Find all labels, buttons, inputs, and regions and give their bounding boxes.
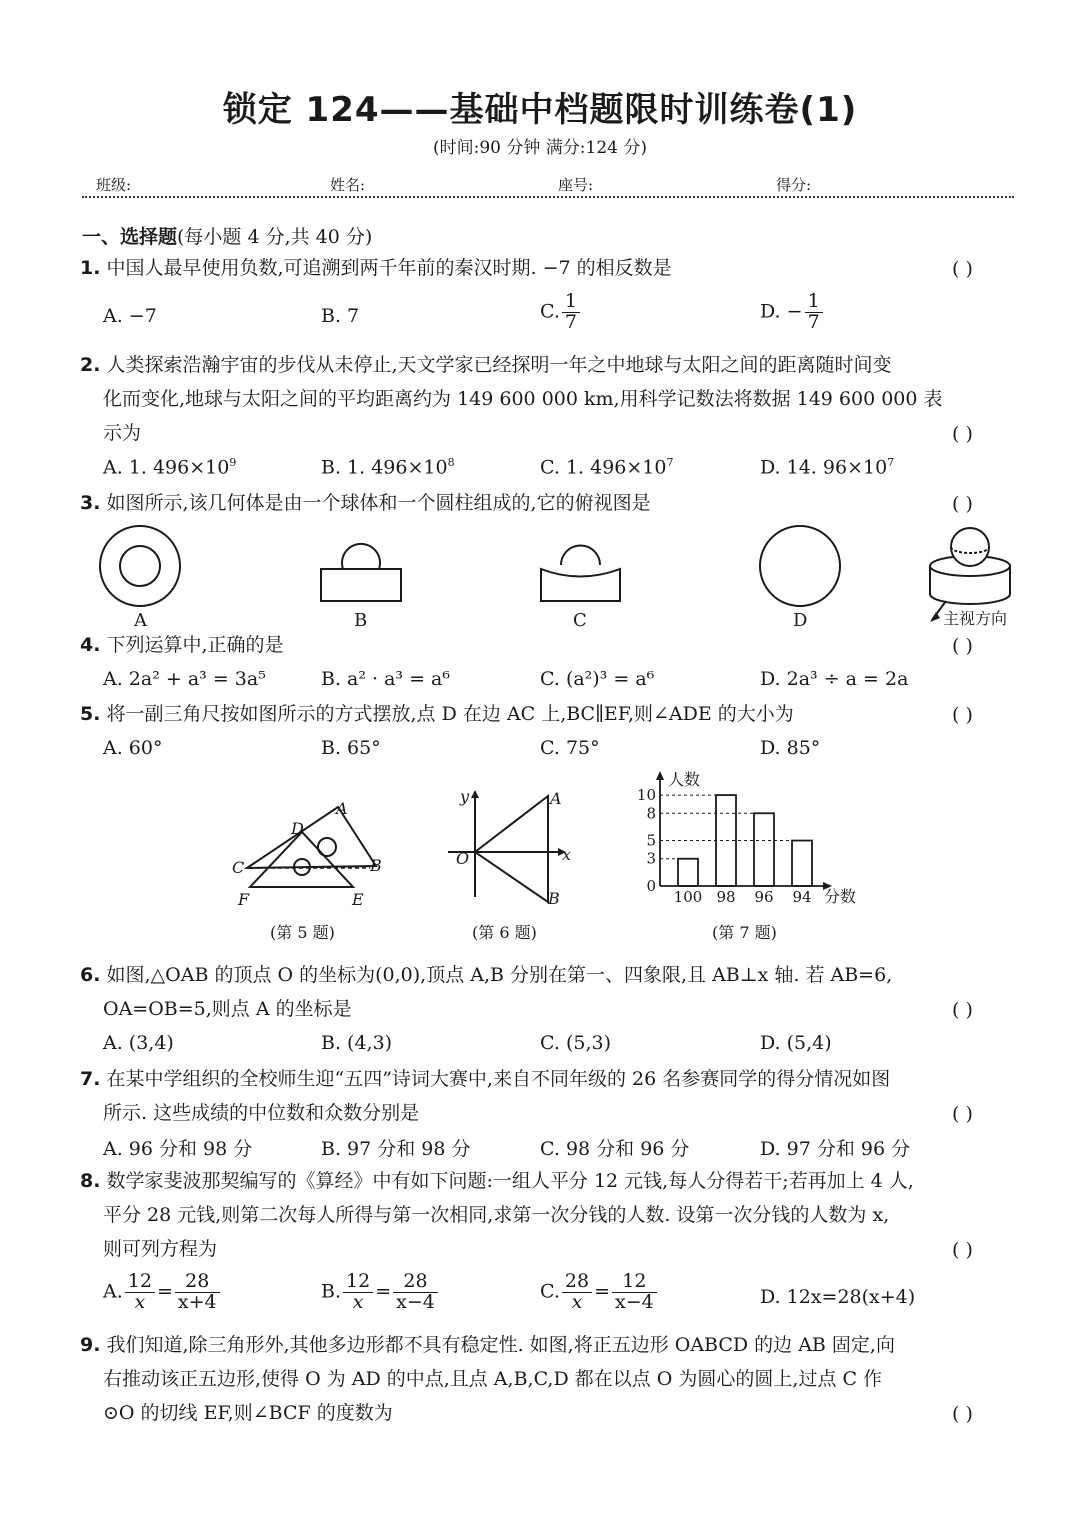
q2-option-c: C. 1. $496\times 10^7$ (540, 456, 674, 479)
question-8-line-3: 则可列方程为 (103, 1238, 218, 1260)
x-tick-label-94: 94 (792, 888, 812, 906)
question-7-line-2: 所示. 这些成绩的中位数和众数分别是 (103, 1102, 420, 1124)
question-2: 2. 人类探索浩瀚宇宙的步伐从未停止,天文学家已经探明一年之中地球与太阳之间的距离随时间变 (80, 354, 892, 376)
q3-option-b-figure (321, 544, 401, 601)
question-1: 1. 中国人最早使用负数,可追溯到两千年前的秦汉时期. −7 的相反数是 (80, 257, 672, 279)
q3-label-c: C (573, 610, 587, 631)
q2-option-d: D. 14. $96\times 10^7$ (760, 456, 895, 479)
answer-paren-6: ( ) (952, 999, 973, 1021)
fig6-label-a: A (550, 789, 562, 808)
seat-field-label: 座号: (558, 176, 594, 194)
exam-subtitle: (时间:90 分钟 满分:124 分) (432, 138, 647, 158)
q7-option-c: C. 98 分和 96 分 (540, 1138, 690, 1160)
q1-option-b: B. 7 (321, 305, 360, 327)
y-tick-label: 0 (646, 877, 656, 895)
fig5-triangle-abc (247, 807, 376, 868)
answer-paren-3: ( ) (952, 493, 973, 515)
name-field-label: 姓名: (330, 176, 366, 194)
x-tick-label-100: 100 (673, 888, 703, 906)
question-9: 9. 我们知道,除三角形外,其他多边形都不具有稳定性. 如图,将正五边形 OABCD 的边 AB 固定,向 (80, 1334, 895, 1356)
q3-solid-figure (930, 528, 1010, 620)
y-tick-label: 3 (646, 849, 656, 868)
question-9-line-2: 右推动该正五边形,使得 O 为 AD 的中点,且点 A,B,C,D 都在以点 O 为圆心的圆上,过点 C 作 (103, 1368, 883, 1390)
figure-6 (440, 782, 590, 912)
figure-5-caption: (第 5 题) (270, 923, 335, 942)
answer-paren-5: ( ) (952, 704, 973, 726)
q4-option-a: A. 2a² + a³ = 3a⁵ (103, 668, 266, 690)
section-heading: 一、选择题(每小题 4 分,共 40 分) (82, 226, 373, 248)
question-4: 4. 下列运算中,正确的是 (80, 634, 284, 656)
bar-96 (754, 813, 774, 886)
q5-option-c: C. 75° (540, 737, 600, 759)
question-5: 5. 将一副三角尺按如图所示的方式摆放,点 D 在边 AC 上,BC∥EF,则∠ADE 的大小为 (80, 703, 794, 725)
q6-option-a: A. (3,4) (103, 1032, 174, 1054)
fig6-label-o: O (456, 849, 470, 868)
question-8-line-2: 平分 28 元钱,则第二次每人所得与第一次相同,求第一次分钱的人数. 设第一次分钱的人数为 x, (103, 1204, 890, 1226)
fig5-label-e: E (352, 890, 364, 909)
q8-option-c: C. $\frac{28}{x}$ = $\frac{12}{x-4}$ (540, 1272, 659, 1313)
class-field-label: 班级: (96, 176, 132, 194)
figure-7-caption: (第 7 题) (712, 923, 777, 942)
fig5-label-d: D (291, 819, 304, 838)
figure-5 (220, 790, 400, 920)
figure-6-caption: (第 6 题) (472, 923, 537, 942)
fig5-label-c: C (232, 858, 245, 877)
answer-paren-2: ( ) (952, 423, 973, 445)
fig5-label-f: F (238, 890, 250, 909)
question-6: 6. 如图,△OAB 的顶点 O 的坐标为(0,0),顶点 A,B 分别在第一、四象限,且 AB⊥x 轴. 若 AB=6, (80, 964, 893, 986)
q4-option-b: B. a² · a³ = a⁶ (321, 668, 450, 690)
fig6-triangle-oab (475, 796, 548, 902)
question-2-line-3: 示为 (103, 422, 142, 444)
bar-94 (792, 841, 812, 886)
q7-option-a: A. 96 分和 98 分 (103, 1138, 253, 1160)
score-field-label: 得分: (776, 176, 812, 194)
y-tick-label: 5 (646, 831, 656, 850)
answer-paren-1: ( ) (952, 258, 973, 280)
q8-option-a: A. $\frac{12}{x}$ = $\frac{28}{x+4}$ (103, 1272, 222, 1313)
question-3: 3. 如图所示,该几何体是由一个球体和一个圆柱组成的,它的俯视图是 (80, 492, 651, 514)
question-7: 7. 在某中学组织的全校师生迎“五四”诗词大赛中,来自不同年级的 26 名参赛同学的得分情况如图 (80, 1068, 891, 1090)
question-6-line-2: OA=OB=5,则点 A 的坐标是 (103, 998, 352, 1020)
q5-option-d: D. 85° (760, 737, 821, 759)
fig6-label-b: B (548, 889, 560, 908)
q1-option-c: C. $\frac{1}{7}$ (540, 292, 582, 333)
y-tick-label: 8 (646, 804, 656, 823)
x-tick-label-98: 98 (716, 888, 736, 906)
q1-option-d: D. − $\frac{1}{7}$ (760, 292, 825, 333)
q2-option-a: A. 1. $496\times 10^9$ (103, 456, 237, 479)
q2-option-b: B. 1. $496\times 10^8$ (321, 456, 455, 479)
chart-y-label: 人数 (668, 770, 701, 789)
q3-option-d-circle-figure (760, 526, 840, 606)
figure-7-bar-chart (628, 768, 868, 914)
bar-100 (678, 859, 698, 886)
answer-paren-9: ( ) (952, 1403, 973, 1425)
q3-figures (0, 520, 1080, 632)
q3-label-d: D (793, 610, 808, 631)
x-tick-label-96: 96 (754, 888, 774, 906)
q4-option-d: D. 2a³ ÷ a = 2a (760, 668, 909, 690)
q3-label-b: B (354, 610, 368, 631)
q6-option-b: B. (4,3) (321, 1032, 393, 1054)
answer-paren-7: ( ) (952, 1103, 973, 1125)
q7-option-d: D. 97 分和 96 分 (760, 1138, 911, 1160)
question-9-line-3: ⊙O 的切线 EF,则∠BCF 的度数为 (103, 1402, 393, 1424)
question-8: 8. 数学家斐波那契编写的《算经》中有如下问题:一组人平分 12 元钱,每人分得若干;若再加上 4 人, (80, 1170, 914, 1192)
question-2-line-2: 化而变化,地球与太阳之间的平均距离约为 149 600 000 km,用科学记数法将数据 149 600 000 表 (103, 388, 943, 410)
q3-direction-label: 主视方向 (943, 609, 1008, 628)
fig6-label-y: y (460, 787, 470, 806)
q1-option-a: A. −7 (103, 305, 157, 327)
q3-option-a-ring-figure (100, 526, 180, 606)
fig5-label-a: A (336, 799, 348, 818)
q5-option-a: A. 60° (103, 737, 163, 759)
page-title: 锁定 124——基础中档题限时训练卷(1) (222, 90, 858, 130)
q8-option-d: D. 12x=28(x+4) (760, 1286, 916, 1308)
q5-option-b: B. 65° (321, 737, 381, 759)
fig6-label-x: x (562, 845, 572, 864)
answer-paren-4: ( ) (952, 635, 973, 657)
y-tick-label: 10 (636, 786, 656, 805)
q7-option-b: B. 97 分和 98 分 (321, 1138, 471, 1160)
q8-option-b: B. $\frac{12}{x}$ = $\frac{28}{x-4}$ (321, 1272, 440, 1313)
q3-label-a: A (134, 610, 147, 631)
answer-paren-8: ( ) (952, 1239, 973, 1261)
fig5-label-b: B (370, 856, 382, 875)
q6-option-c: C. (5,3) (540, 1032, 611, 1054)
chart-x-label: 分数 (824, 887, 857, 906)
q3-option-c-figure (541, 546, 620, 602)
q4-option-c: C. (a²)³ = a⁶ (540, 668, 655, 690)
header-divider (82, 196, 1014, 198)
q6-option-d: D. (5,4) (760, 1032, 832, 1054)
